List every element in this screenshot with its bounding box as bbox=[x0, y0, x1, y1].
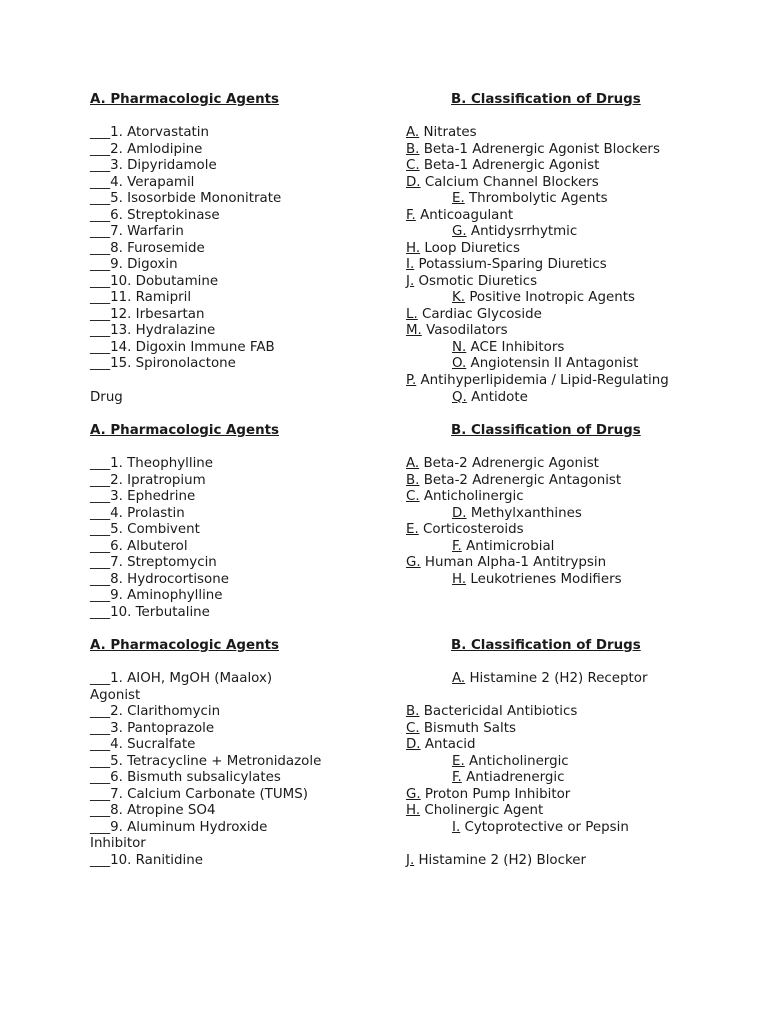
class-item: H. Loop Diuretics bbox=[406, 240, 521, 256]
class-item: C. Anticholinergic bbox=[406, 489, 524, 504]
agent-item: ___4. Sucralfate bbox=[90, 737, 196, 752]
agent-item: ___2. Ipratropium bbox=[90, 472, 206, 488]
class-item: G. Human Alpha-1 Antitrypsin bbox=[406, 555, 607, 570]
agent-item: ___10. Ranitidine bbox=[90, 852, 203, 868]
class-item: A. Nitrates bbox=[406, 125, 477, 140]
class-item: G. Antidysrrhytmic bbox=[452, 224, 578, 239]
agent-item: ___4. Prolastin bbox=[90, 505, 185, 521]
class-item: A. Beta-2 Adrenergic Agonist bbox=[406, 456, 599, 471]
class-item: J. Osmotic Diuretics bbox=[406, 273, 538, 289]
class-item: J. Histamine 2 (H2) Blocker bbox=[406, 852, 587, 868]
agent-item: ___5. Combivent bbox=[90, 522, 200, 537]
classification-heading: B. Classification of Drugs bbox=[451, 423, 641, 438]
agent-item: ___11. Ramipril bbox=[90, 290, 192, 305]
agent-item: ___1. Theophylline bbox=[90, 456, 214, 471]
agent-trailing-text: Drug bbox=[90, 390, 123, 405]
class-item: C. Bismuth Salts bbox=[406, 720, 516, 736]
class-item: B. Beta-2 Adrenergic Antagonist bbox=[406, 472, 622, 488]
agent-item: ___13. Hydralazine bbox=[90, 323, 216, 338]
agent-item: ___6. Streptokinase bbox=[90, 207, 220, 223]
class-item: I. Potassium-Sparing Diuretics bbox=[406, 257, 607, 272]
agent-item: ___7. Streptomycin bbox=[90, 555, 217, 570]
class-item: A. Histamine 2 (H2) Receptor bbox=[452, 671, 648, 686]
agent-item: ___9. Digoxin bbox=[90, 257, 178, 272]
class-item: I. Cytoprotective or Pepsin bbox=[452, 819, 629, 835]
agent-item: ___14. Digoxin Immune FAB bbox=[90, 339, 275, 355]
class-item: P. Antihyperlipidemia / Lipid-Regulating bbox=[406, 373, 669, 388]
class-item: O. Angiotensin II Antagonist bbox=[452, 356, 639, 371]
agent-item: ___7. Warfarin bbox=[90, 224, 184, 239]
agent-item: ___2. Clarithomycin bbox=[90, 704, 221, 719]
agent-item: ___9. Aluminum Hydroxide bbox=[90, 819, 268, 835]
agent-item: ___1. AIOH, MgOH (Maalox) bbox=[90, 671, 273, 686]
class-item: K. Positive Inotropic Agents bbox=[452, 290, 635, 305]
class-item: L. Cardiac Glycoside bbox=[406, 306, 542, 322]
class-item: F. Anticoagulant bbox=[406, 207, 514, 223]
agent-item: ___2. Amlodipine bbox=[90, 141, 203, 157]
class-item: F. Antiadrenergic bbox=[452, 770, 565, 785]
agent-item: ___5. Isosorbide Mononitrate bbox=[90, 191, 282, 206]
agent-item: ___3. Ephedrine bbox=[90, 489, 196, 504]
agent-item: ___8. Atropine SO4 bbox=[90, 803, 216, 818]
classification-heading: B. Classification of Drugs bbox=[451, 92, 641, 107]
class-item: B. Beta-1 Adrenergic Agonist Blockers bbox=[406, 141, 660, 157]
agents-heading: A. Pharmacologic Agents bbox=[90, 638, 279, 653]
agent-item: ___15. Spironolactone bbox=[90, 356, 236, 371]
agent-item: ___7. Calcium Carbonate (TUMS) bbox=[90, 786, 308, 802]
agent-item: ___6. Bismuth subsalicylates bbox=[90, 770, 281, 785]
class-item: E. Corticosteroids bbox=[406, 522, 524, 537]
class-item: H. Cholinergic Agent bbox=[406, 803, 544, 818]
classification-heading: B. Classification of Drugs bbox=[451, 638, 641, 653]
agent-item: ___6. Albuterol bbox=[90, 538, 188, 554]
class-item: G. Proton Pump Inhibitor bbox=[406, 786, 571, 802]
agent-item: ___8. Hydrocortisone bbox=[90, 571, 229, 587]
class-item: N. ACE Inhibitors bbox=[452, 339, 565, 355]
class-item: E. Anticholinergic bbox=[452, 753, 569, 769]
agent-item: Agonist bbox=[90, 687, 141, 703]
class-item: F. Antimicrobial bbox=[452, 538, 555, 554]
agents-heading: A. Pharmacologic Agents bbox=[90, 92, 279, 107]
class-item: D. Antacid bbox=[406, 737, 476, 752]
class-item: M. Vasodilators bbox=[406, 323, 508, 338]
agent-item: ___4. Verapamil bbox=[90, 174, 195, 190]
class-item: Q. Antidote bbox=[452, 390, 528, 405]
class-item: D. Calcium Channel Blockers bbox=[406, 174, 599, 190]
agent-item: ___3. Dipyridamole bbox=[90, 158, 217, 173]
agent-item: ___10. Dobutamine bbox=[90, 273, 219, 289]
agent-item: ___8. Furosemide bbox=[90, 240, 205, 256]
agent-item: ___3. Pantoprazole bbox=[90, 720, 215, 736]
agents-heading: A. Pharmacologic Agents bbox=[90, 423, 279, 438]
agent-item: ___9. Aminophylline bbox=[90, 588, 223, 603]
agent-item: ___1. Atorvastatin bbox=[90, 125, 210, 140]
agent-item: ___10. Terbutaline bbox=[90, 604, 210, 620]
agent-item: ___12. Irbesartan bbox=[90, 306, 205, 322]
class-item: C. Beta-1 Adrenergic Agonist bbox=[406, 158, 600, 173]
class-item: H. Leukotrienes Modifiers bbox=[452, 571, 622, 587]
class-item: E. Thrombolytic Agents bbox=[452, 191, 608, 206]
agent-item: Inhibitor bbox=[90, 836, 146, 851]
class-item: B. Bactericidal Antibiotics bbox=[406, 704, 578, 719]
class-item: D. Methylxanthines bbox=[452, 505, 582, 521]
agent-item: ___5. Tetracycline + Metronidazole bbox=[90, 753, 322, 769]
